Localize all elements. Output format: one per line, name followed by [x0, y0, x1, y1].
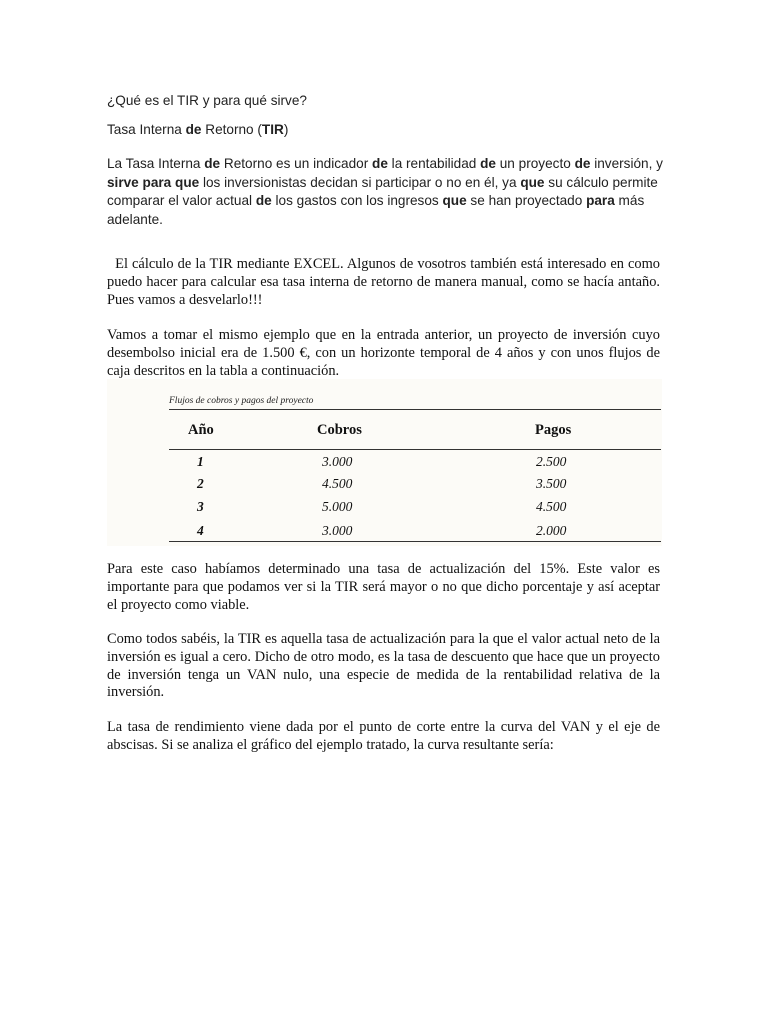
- bold-run: de: [255, 193, 272, 208]
- question-title: ¿Qué es el TIR y para qué sirve?: [107, 93, 307, 108]
- paragraph-calculo: [107, 256, 660, 309]
- cell-anio: 2: [197, 476, 204, 491]
- bold-run: de: [480, 156, 496, 171]
- text-run: los inversionistas decidan si participar o no en él, ya: [199, 174, 521, 190]
- text-run: ): [283, 122, 289, 137]
- text-run: La Tasa Interna: [107, 156, 205, 171]
- table-rule-bottom: [169, 541, 661, 542]
- paragraph-caso: Para este caso habíamos determinado una tasa de actualización del 15%. Este valor es importante para que podamos ver si la TIR será mayor o no que dicho porcentaje y así aceptar el proyecto como viable.: [107, 561, 660, 613]
- cell-pagos: 3.500: [536, 476, 567, 491]
- paragraph-calculo-text: El cálculo de la TIR mediante EXCEL. Algunos de vosotros también está interesado en como puedo hacer para calcular esa tasa interna de retorno de manera manual, como se hacía antaño. Pues vamos a desvelarlo!!!: [107, 256, 660, 308]
- cell-cobros: 5.000: [322, 499, 353, 514]
- bold-run: de: [574, 156, 591, 171]
- text-run: Retorno (: [201, 122, 262, 137]
- cell-pagos: 2.500: [536, 454, 567, 469]
- column-header-cobros: Cobros: [317, 422, 362, 438]
- text-run: un proyecto: [495, 156, 575, 171]
- text-run: su cálculo permite comparar el valor actual: [107, 174, 658, 208]
- cell-pagos: 2.000: [536, 523, 567, 538]
- bold-run: sirve para que: [107, 174, 200, 190]
- paragraph-ejemplo: Vamos a tomar el mismo ejemplo que en la entrada anterior, un proyecto de inversión cuyo desembolso inicial era de 1.500 €, con un horizonte temporal de 4 años y con unos flujos de caja descritos en la tabla a continuación.: [107, 327, 660, 379]
- table-rule-top: [169, 409, 661, 410]
- cell-pagos: 4.500: [536, 499, 567, 514]
- subtitle: [107, 121, 661, 140]
- bold-run: de: [372, 156, 388, 171]
- bold-run: TIR: [261, 122, 284, 137]
- bold-run: de: [185, 122, 202, 137]
- bold-run: para: [586, 193, 615, 208]
- paragraph-tasa: La tasa de rendimiento viene dada por el punto de corte entre la curva del VAN y el eje de abscisas. Si se analiza el gráfico del ejemplo tratado, la curva resultante sería:: [107, 719, 660, 753]
- intro-paragraph: [107, 155, 667, 229]
- text-run: la rentabilidad: [387, 156, 481, 171]
- bold-run: que: [520, 174, 545, 190]
- cell-cobros: 3.000: [322, 454, 353, 469]
- column-header-pagos: Pagos: [535, 422, 572, 438]
- text-run: los gastos con los ingresos: [271, 193, 443, 208]
- bold-run: que: [442, 193, 467, 208]
- text-run: inversión, y: [590, 156, 663, 171]
- table-caption: Flujos de cobros y pagos del proyecto: [169, 396, 314, 406]
- bold-run: de: [204, 156, 221, 171]
- text-run: Tasa Interna: [107, 122, 186, 137]
- cell-anio: 3: [197, 499, 204, 514]
- cell-cobros: 4.500: [322, 476, 353, 491]
- text-run: se han proyectado: [466, 193, 587, 208]
- cell-anio: 4: [197, 523, 204, 538]
- cell-cobros: 3.000: [322, 523, 353, 538]
- cell-anio: 1: [197, 454, 204, 469]
- text-run: más adelante.: [107, 193, 645, 227]
- text-run: Retorno es un indicador: [220, 156, 373, 171]
- paragraph-todos: Como todos sabéis, la TIR es aquella tasa de actualización para la que el valor actual neto de la inversión es igual a cero. Dicho de otro modo, es la tasa de descuento que hace que un proyecto de inversión tenga un VAN nulo, una especie de medida de la rentabilidad relativa de la inversión.: [107, 631, 660, 701]
- table-rule-header: [169, 449, 661, 450]
- column-header-anio: Año: [188, 422, 214, 438]
